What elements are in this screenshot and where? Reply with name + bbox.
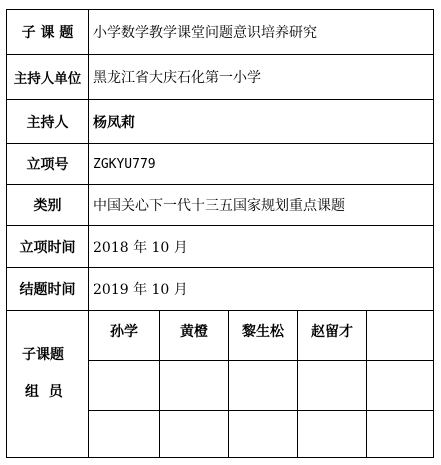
member-name: 黄橙: [180, 324, 208, 340]
member-name: 孙学: [110, 324, 138, 340]
completion-time-value: 2019 年 10 月: [93, 282, 188, 298]
subproject-value: 小学数学教学课堂问题意识培养研究: [93, 25, 317, 41]
row-divider: [6, 310, 434, 311]
category-label: 类别: [33, 198, 62, 214]
member-row-divider: [88, 360, 434, 361]
host-unit-label: 主持人单位: [13, 71, 82, 87]
member-row-divider: [88, 410, 434, 411]
member-name: [367, 316, 433, 346]
project-number-value: ZGKYU779: [93, 156, 156, 172]
host-value: 杨凤莉: [93, 114, 135, 131]
subproject-label: 子 课 题: [21, 25, 74, 41]
members-label-line1: 子课题: [22, 347, 64, 363]
member-name: 黎生松: [242, 324, 284, 340]
member-name: 赵留才: [311, 324, 353, 340]
members-label-line2: 组 员: [25, 384, 63, 400]
project-number-label: 立项号: [26, 157, 69, 173]
completion-time-label: 结题时间: [19, 282, 76, 298]
approval-time-label: 立项时间: [19, 239, 76, 256]
category-value: 中国关心下一代十三五国家规划重点课题: [93, 198, 345, 214]
host-label: 主持人: [26, 114, 69, 131]
host-unit-value: 黑龙江省大庆石化第一小学: [93, 70, 261, 86]
approval-time-value: 2018 年 10 月: [93, 239, 188, 256]
